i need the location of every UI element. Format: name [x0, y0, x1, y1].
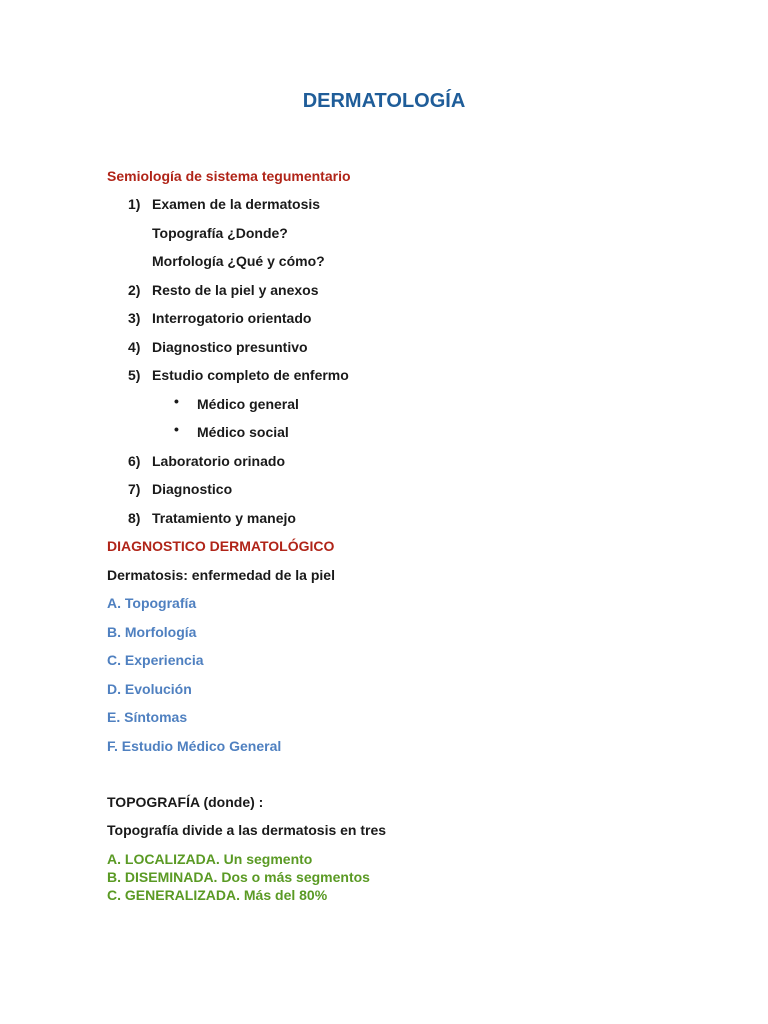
list-number: 4) — [128, 339, 141, 355]
bullet-icon: • — [174, 421, 179, 437]
topografia-item: B. DISEMINADA. Dos o más segmentos — [107, 869, 370, 885]
list-number: 7) — [128, 481, 141, 497]
list-subitem: Morfología ¿Qué y cómo? — [152, 253, 325, 269]
criteria-item: D. Evolución — [107, 681, 192, 697]
topografia-item: A. LOCALIZADA. Un segmento — [107, 851, 313, 867]
list-text: Diagnostico presuntivo — [152, 339, 308, 355]
bullet-icon: • — [174, 393, 179, 409]
list-number: 2) — [128, 282, 141, 298]
list-number: 5) — [128, 367, 141, 383]
definition-text: Dermatosis: enfermedad de la piel — [107, 567, 335, 583]
list-text: Examen de la dermatosis — [152, 196, 321, 212]
list-subitem: Topografía ¿Donde? — [152, 225, 288, 241]
list-number: 8) — [128, 510, 141, 526]
list-text: Interrogatorio orientado — [152, 310, 312, 326]
list-text: Laboratorio orinado — [152, 453, 285, 469]
bullet-text: Médico social — [197, 424, 289, 440]
criteria-item: B. Morfología — [107, 624, 197, 640]
criteria-item: A. Topografía — [107, 595, 197, 611]
section-heading-topografia: TOPOGRAFÍA (donde) : — [107, 794, 264, 810]
bullet-text: Médico general — [197, 396, 299, 412]
criteria-item: C. Experiencia — [107, 652, 204, 668]
section-heading-diagnostico: DIAGNOSTICO DERMATOLÓGICO — [107, 538, 335, 554]
list-number: 6) — [128, 453, 141, 469]
section-heading-semiologia: Semiología de sistema tegumentario — [107, 168, 351, 184]
list-text: Diagnostico — [152, 481, 233, 497]
topografia-intro: Topografía divide a las dermatosis en tres — [107, 822, 387, 838]
list-text: Tratamiento y manejo — [152, 510, 296, 526]
list-text: Resto de la piel y anexos — [152, 282, 319, 298]
page-title: DERMATOLOGÍA — [302, 90, 466, 112]
list-number: 3) — [128, 310, 141, 326]
topografia-item: C. GENERALIZADA. Más del 80% — [107, 887, 328, 903]
list-number: 1) — [128, 196, 141, 212]
criteria-item: E. Síntomas — [107, 709, 188, 725]
list-text: Estudio completo de enfermo — [152, 367, 349, 383]
criteria-item: F. Estudio Médico General — [107, 738, 282, 754]
